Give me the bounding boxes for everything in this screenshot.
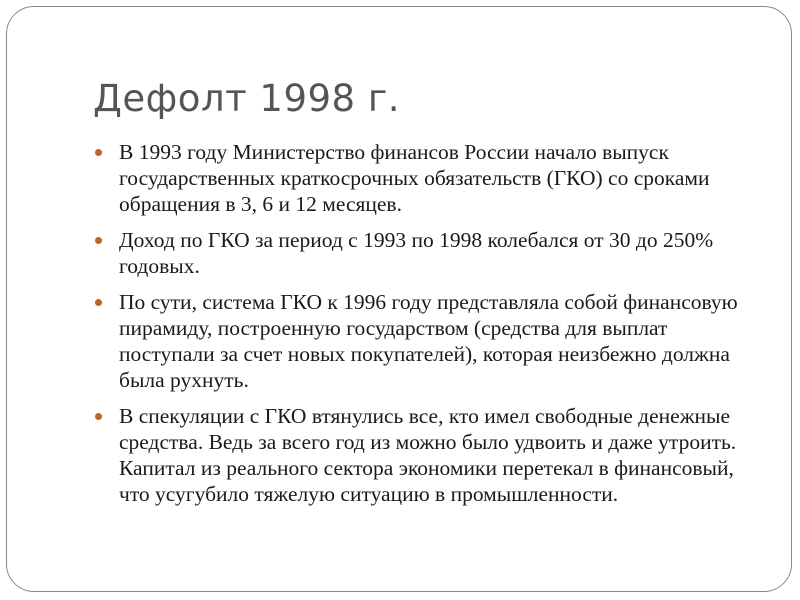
bullet-text: По сути, система ГКО к 1996 году представляла собой финансовую пирамиду, построенную государством (средства для выплат поступали за счет новых покупателей), которая неизбежно должна была рухнуть.: [119, 290, 738, 392]
bullet-text: В спекуляции с ГКО втянулись все, кто имел свободные денежные средства. Ведь за всего год из можно было удвоить и даже утроить. Капитал из реального сектора экономики перетекал в финансовый, что усугубило тяжелую ситуацию в промышленности.: [119, 404, 737, 506]
bullet-dot-icon: [95, 149, 102, 156]
bullet-dot-icon: [95, 299, 102, 306]
bullet-item: [93, 289, 763, 393]
bullet-list: [93, 139, 763, 517]
slide-title: Дефолт 1998 г.: [93, 77, 401, 120]
bullet-text: В 1993 году Министерство финансов России начало выпуск государственных краткосрочных обязательств (ГКО) со сроками обращения в 3, 6 и 12 месяцев.: [119, 140, 710, 216]
bullet-item: [93, 139, 763, 217]
bullet-text: Доход по ГКО за период с 1993 по 1998 колебался от 30 до 250% годовых.: [119, 228, 714, 278]
bullet-item: [93, 227, 763, 279]
bullet-item: [93, 403, 763, 507]
bullet-dot-icon: [95, 413, 102, 420]
slide-frame: [6, 6, 792, 592]
bullet-dot-icon: [95, 237, 102, 244]
